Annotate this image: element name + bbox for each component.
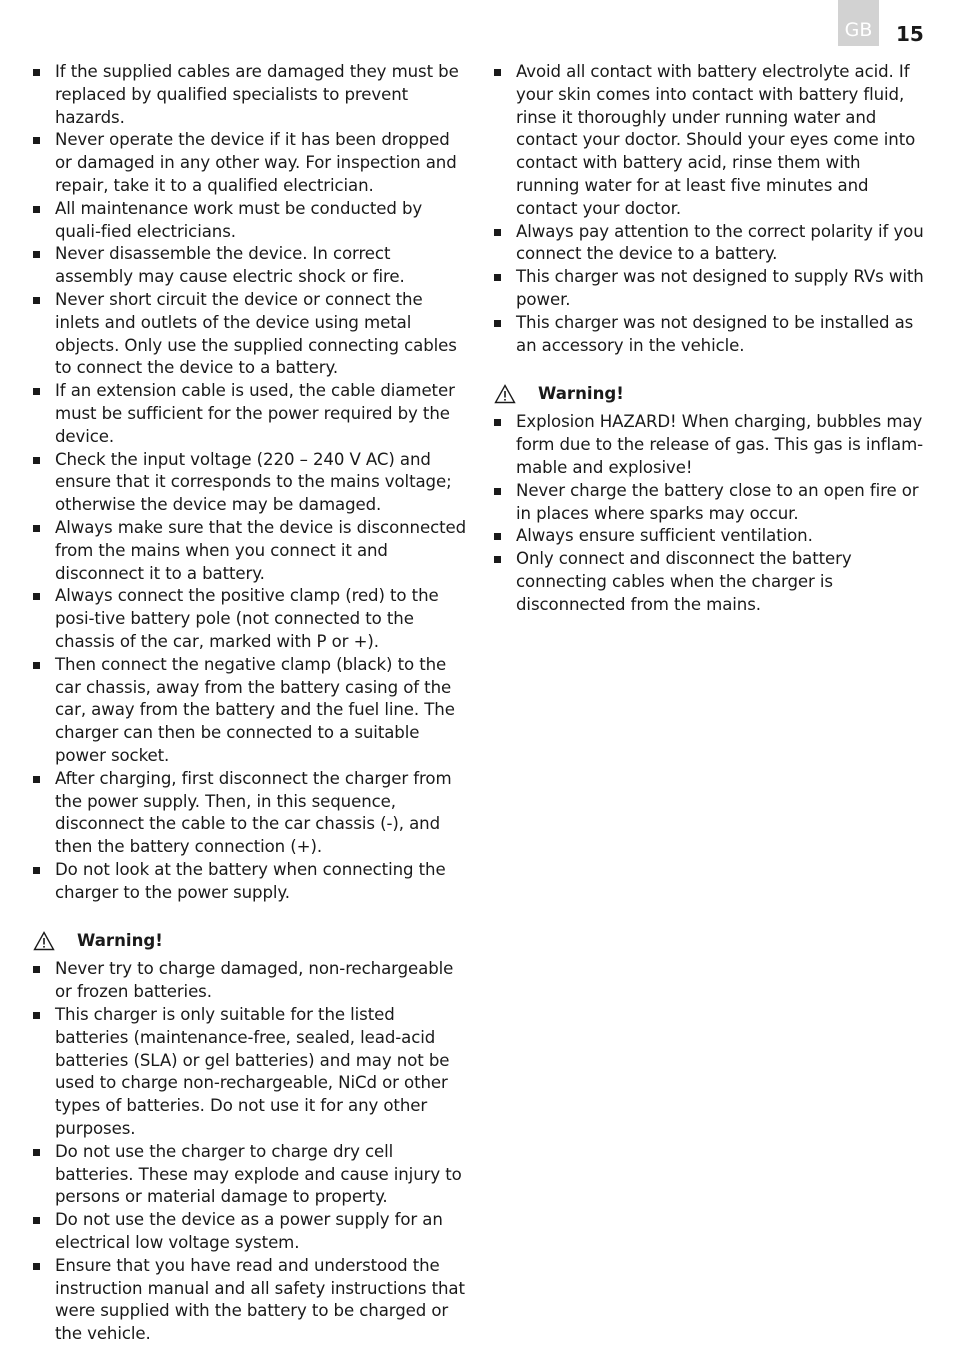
list-item-text: If an extension cable is used, the cable diameter must be sufficient for the power required by the device. xyxy=(55,381,455,446)
list-item-text: Check the input voltage (220 – 240 V AC) and ensure that it corresponds to the mains voltage; otherwise the device may be damaged. xyxy=(55,449,452,515)
bullet-square-icon xyxy=(33,388,40,395)
bullet-square-icon xyxy=(494,229,501,236)
list-item-text: Do not use the device as a power supply for an electrical low voltage system. xyxy=(55,1210,443,1253)
left-column xyxy=(33,61,468,1346)
list-item xyxy=(494,221,924,267)
bullet-square-icon xyxy=(33,69,40,76)
bullet-square-icon xyxy=(33,593,40,600)
list-item-text: Never operate the device if it has been dropped or damaged in any other way. For inspection and repair, take it to a qualified electrician. xyxy=(55,130,457,195)
bullet-square-icon xyxy=(33,1217,40,1224)
list-item-text: Never disassemble the device. In correct assembly may cause electric shock or fire. xyxy=(55,244,405,287)
list-item-text: Never charge the battery close to an open fire or in places where sparks may occur. xyxy=(516,480,919,523)
list-item xyxy=(33,449,468,517)
list-item xyxy=(494,312,924,358)
list-item-text: All maintenance work must be conducted by quali-fied electricians. xyxy=(55,198,423,241)
bullet-square-icon xyxy=(494,488,501,495)
bullet-square-icon xyxy=(494,274,501,281)
right-column xyxy=(494,61,924,617)
list-item-text: This charger is only suitable for the listed batteries (maintenance-free, sealed, lead-acid batteries (SLA) or gel batteries) and may not be used to charge non-rechargeable, NiCd or other types of batteries. Do not use it for any other purposes. xyxy=(55,1005,450,1139)
list-item xyxy=(33,198,468,244)
list-item xyxy=(33,859,468,905)
list-item-text: Explosion HAZARD! When charging, bubbles may form due to the release of gas. This gas is inflam-mable and explosive! xyxy=(516,412,924,477)
warning-heading xyxy=(33,929,468,953)
list-item-text: Always pay attention to the correct polarity if you connect the device to a battery. xyxy=(516,221,924,264)
bullet-square-icon xyxy=(33,1012,40,1019)
bullet-square-icon xyxy=(494,419,501,426)
warning-triangle-icon xyxy=(494,384,516,404)
list-item xyxy=(33,243,468,289)
bullet-square-icon xyxy=(33,662,40,669)
list-item xyxy=(33,380,468,448)
bullet-square-icon xyxy=(494,69,501,76)
list-item xyxy=(494,61,924,221)
list-item-text: Do not look at the battery when connecting the charger to the power supply. xyxy=(55,859,446,902)
list-item-text: Always ensure sufficient ventilation. xyxy=(516,526,813,546)
list-item-text: Always connect the positive clamp (red) to the posi-tive battery pole (not connected to the chassis of the car, marked with P or +). xyxy=(55,586,439,651)
bullet-square-icon xyxy=(33,525,40,532)
list-item-text: After charging, first disconnect the charger from the power supply. Then, in this sequence, disconnect the cable to the car chassis (-), and then the battery connection (+). xyxy=(55,768,452,857)
list-item-text: This charger was not designed to supply RVs with power. xyxy=(516,267,924,309)
list-item xyxy=(494,525,924,548)
warning-heading xyxy=(494,382,924,406)
bullet-square-icon xyxy=(33,137,40,144)
list-item xyxy=(33,289,468,380)
list-item-text: If the supplied cables are damaged they must be replaced by qualified specialists to prevent hazards. xyxy=(55,62,459,127)
page-number: 15 xyxy=(896,22,924,46)
list-item xyxy=(33,61,468,129)
list-item-text: Always make sure that the device is disconnected from the mains when you connect it and disconnect it to a battery. xyxy=(55,517,467,583)
bullet-square-icon xyxy=(33,966,40,973)
list-item xyxy=(33,654,468,768)
list-item xyxy=(494,480,924,526)
list-item-text: Avoid all contact with battery electrolyte acid. If your skin comes into contact with battery fluid, rinse it thoroughly under running water and contact your doctor. Should your eyes come into contact with battery acid, rinse them with running water for at least five minutes and contact your doctor. xyxy=(516,62,916,218)
safety-list xyxy=(33,61,468,904)
list-item xyxy=(33,517,468,585)
list-item xyxy=(33,1209,468,1255)
list-item xyxy=(33,958,468,1004)
list-item-text: This charger was not designed to be installed as an accessory in the vehicle. xyxy=(516,312,914,355)
bullet-square-icon xyxy=(33,297,40,304)
list-item xyxy=(494,548,924,616)
list-item-text: Do not use the charger to charge dry cell batteries. These may explode and cause injury to persons or material damage to property. xyxy=(55,1141,462,1207)
warning-title: Warning! xyxy=(538,384,624,404)
bullet-square-icon xyxy=(33,206,40,213)
list-item xyxy=(494,266,924,312)
bullet-square-icon xyxy=(494,556,501,563)
warning-title: Warning! xyxy=(77,931,163,951)
list-item xyxy=(33,129,468,197)
list-item xyxy=(33,1004,468,1141)
list-item xyxy=(494,411,924,479)
list-item-text: Never short circuit the device or connect the inlets and outlets of the device using metal objects. Only use the supplied connecting cables to connect the device to a battery. xyxy=(55,289,457,378)
bullet-square-icon xyxy=(33,1263,40,1270)
warning-triangle-icon xyxy=(33,931,55,951)
bullet-square-icon xyxy=(494,533,501,540)
list-item xyxy=(33,1141,468,1209)
warning-list xyxy=(494,411,924,616)
list-item xyxy=(33,585,468,653)
bullet-square-icon xyxy=(33,457,40,464)
list-item xyxy=(33,1255,468,1346)
warning-list xyxy=(33,958,468,1346)
list-item-text: Ensure that you have read and understood the instruction manual and all safety instructions that were supplied with the battery to be charged or the vehicle. xyxy=(55,1255,465,1344)
list-item xyxy=(33,768,468,859)
language-tab: GB xyxy=(838,0,879,46)
list-item-text: Then connect the negative clamp (black) to the car chassis, away from the battery casing of the car, away from the battery and the fuel line. The charger can then be connected to a suitable power socket. xyxy=(55,654,455,765)
safety-list xyxy=(494,61,924,357)
bullet-square-icon xyxy=(33,867,40,874)
list-item-text: Never try to charge damaged, non-rechargeable or frozen batteries. xyxy=(55,959,454,1002)
bullet-square-icon xyxy=(33,251,40,258)
bullet-square-icon xyxy=(494,320,501,327)
bullet-square-icon xyxy=(33,776,40,783)
list-item-text: Only connect and disconnect the battery connecting cables when the charger is disconnected from the mains. xyxy=(516,549,852,614)
bullet-square-icon xyxy=(33,1149,40,1156)
